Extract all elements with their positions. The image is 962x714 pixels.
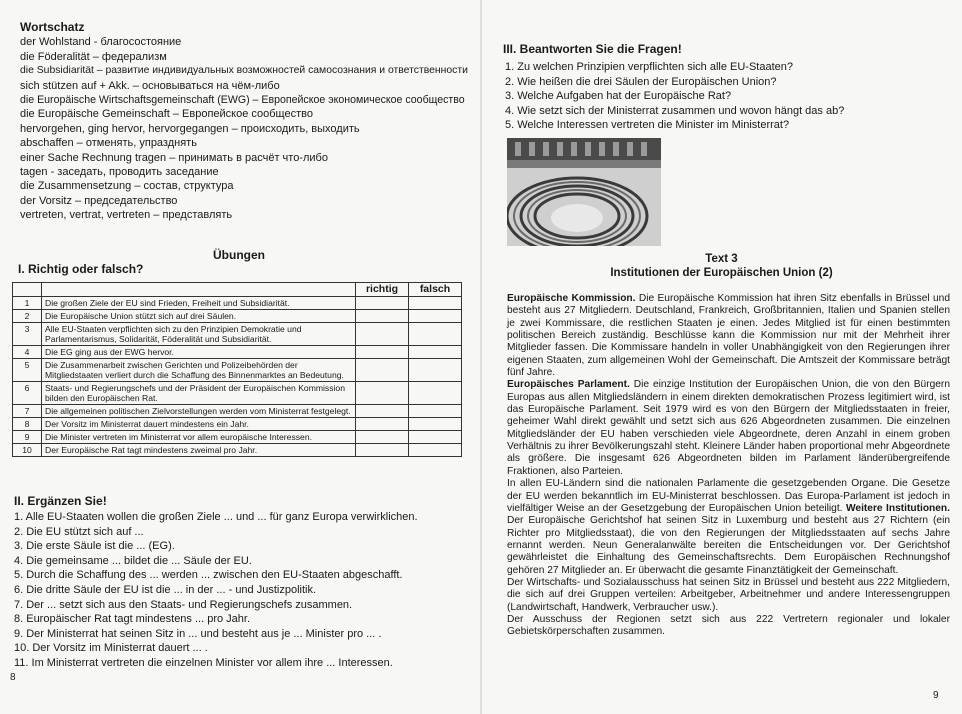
paragraph-heading: Europäische Kommission. — [507, 293, 636, 304]
statement-text: Alle EU-Staaten verpflichten sich zu den Prinzipien Demokratie und Parlamentarismus, Solidarität, Föderalität und Subsidiarität. — [42, 323, 356, 346]
parliament-photo-graphic — [507, 138, 661, 246]
falsch-cell[interactable] — [409, 444, 462, 457]
questions-heading: III. Beantworten Sie die Fragen! — [503, 42, 682, 56]
richtig-cell[interactable] — [356, 297, 409, 310]
richtig-cell[interactable] — [356, 323, 409, 346]
paragraph — [507, 478, 950, 577]
paragraph-text: In allen EU-Ländern sind die nationalen Parlamente die gesetzgebenden Organe. Die Gesetze der EU werden bekanntlich im EU-Ministerrat beschlossen. Das Europa-Parlament ist jedoch in vielfältiger Weise an der Gesetzgebung der Europäischen Union beteiligt. — [507, 478, 950, 514]
list-item: 4. Wie setzt sich der Ministerrat zusammen und wovon hängt das ab? — [505, 104, 845, 117]
table-row — [13, 359, 462, 382]
vocab-entry: vertreten, vertrat, vertreten – представлять — [20, 209, 233, 222]
list-item: 1. Alle EU-Staaten wollen die großen Ziele ... und ... für ganz Europa verwirklichen. — [14, 511, 418, 523]
table-row — [13, 310, 462, 323]
statement-number: 9 — [13, 431, 42, 444]
questions-list — [505, 60, 925, 133]
table-row — [13, 346, 462, 359]
table-row — [13, 431, 462, 444]
table-row — [13, 444, 462, 457]
vocabulary-list — [20, 20, 475, 223]
statement-number: 8 — [13, 418, 42, 431]
richtig-cell[interactable] — [356, 444, 409, 457]
vocab-entry: der Wohlstand - благосостояние — [20, 36, 182, 49]
page-number-left: 8 — [10, 672, 16, 683]
table-row — [13, 382, 462, 405]
text-label: Text 3 — [705, 253, 738, 265]
list-item: 3. Die erste Säule ist die ... (EG). — [14, 540, 175, 553]
richtig-cell[interactable] — [356, 431, 409, 444]
page-number-right: 9 — [933, 690, 939, 701]
paragraph-text: Der Europäische Gerichtshof hat seinen Sitz in Luxemburg und besteht aus 27 Richtern (ein Richter pro Mitgliedsstaat), die von den Regierungen der Mitgliedsstaaten auf sechs Jahre ernannt werden. Neun Generalanwälte bereiten die Entscheidungen vor. Der Gerichtshof gewährleistet die Einhaltung des Gemeinschaftsrechts. Dem Europäischen Rechnungshof gehören 27 Mitglieder an. Er überwacht die gesamte Finanztätigkeit der Gemeinschaft. — [507, 515, 950, 576]
vocab-entry: tagen - заседать, проводить заседание — [20, 166, 219, 179]
vocab-entry: die Subsidiarität – развитие индивидуальных возможностей самосознания и ответственности — [20, 65, 468, 77]
statement-text: Der Vorsitz im Ministerrat dauert mindestens ein Jahr. — [42, 418, 356, 431]
vocab-entry: abschaffen – отменять, упразднять — [20, 137, 197, 150]
vocab-entry: einer Sache Rechnung tragen – принимать в расчёт что-либо — [20, 151, 328, 164]
richtig-cell[interactable] — [356, 405, 409, 418]
fill-in-heading: II. Ergänzen Sie! — [14, 494, 107, 508]
paragraph-text: Die Europäische Kommission hat ihren Sitz ebenfalls in Brüssel und besteht aus 27 Mitgliedern. Deutschland, Frankreich, Großbritannien, Italien und Spanien stellen je zwei Kommissare, die restlichen Staaten je einen. Jedes Mitglied ist für einen bestimmten politischen Bereich zuständig. Beschlüsse kann die Kommission nur mit der Mehrheit ihrer Mitglieder fassen. Die Kommissare handeln in voller Unabhängigkeit von den Regierungen ihrer eigenen Staaten, zum allgemeinen Wohl der Gemeinschaft. Die Amtszeit der Kommissare beträgt fünf Jahre. — [507, 293, 950, 379]
statement-text: Die Europäische Union stützt sich auf drei Säulen. — [42, 310, 356, 323]
statement-text: Die Zusammenarbeit zwischen Gerichten und Polizeibehörden der Mitgliedstaaten verliert durch die Schaffung des Binnenmarktes an Bedeutung. — [42, 359, 356, 382]
statement-text: Die EG ging aus der EWG hervor. — [42, 346, 356, 359]
list-item: 1. Zu welchen Prinzipien verpflichten sich alle EU-Staaten? — [505, 61, 793, 73]
vocab-entry: die Europäische Wirtschaftsgemeinschaft (EWG) – Европейское экономическое сообщество — [20, 94, 465, 107]
statement-number: 4 — [13, 346, 42, 359]
falsch-cell[interactable] — [409, 323, 462, 346]
paragraph-text: Der Wirtschafts- und Sozialausschuss hat seinen Sitz in Brüssel und besteht aus 222 Mitgliedern, die sich auf drei Gruppen verteilen: Arbeitgeber, Arbeitnehmer und andere Interessengruppen (Landwirtschaft, Handwerk, Verbraucher usw.). — [507, 576, 950, 613]
falsch-cell[interactable] — [409, 382, 462, 405]
list-item: 6. Die dritte Säule der EU ist die ... in der ... - und Justizpolitik. — [14, 583, 317, 596]
list-item: 11. Im Ministerrat vertreten die einzelnen Minister vor allem ihre ... Interessen. — [14, 656, 393, 669]
list-item: 4. Die gemeinsame ... bildet die ... Säule der EU. — [14, 554, 252, 567]
vocabulary-title: Wortschatz — [20, 20, 85, 34]
statement-text: Die großen Ziele der EU sind Frieden, Freiheit und Subsidiarität. — [42, 297, 356, 310]
statement-number: 3 — [13, 323, 42, 346]
statement-number: 5 — [13, 359, 42, 382]
list-item: 3. Welche Aufgaben hat der Europäische Rat? — [505, 90, 732, 103]
paragraph-heading: Europäisches Parlament. — [507, 379, 630, 391]
falsch-cell[interactable] — [409, 418, 462, 431]
richtig-cell[interactable] — [356, 382, 409, 405]
paragraph — [507, 577, 950, 614]
falsch-cell[interactable] — [409, 346, 462, 359]
vocab-entry: der Vorsitz – председательство — [20, 194, 178, 207]
paragraph-text: Der Ausschuss der Regionen setzt sich aus 222 Vertretern regionaler und lokaler Gebietskörperschaften zusammen. — [507, 613, 950, 638]
text-title: Institutionen der Europäischen Union (2) — [610, 267, 833, 279]
table-header-richtig: richtig — [356, 283, 409, 297]
table-header-statement — [42, 283, 356, 297]
falsch-cell[interactable] — [409, 310, 462, 323]
falsch-cell[interactable] — [409, 297, 462, 310]
table-header-row — [13, 283, 462, 297]
statement-number: 6 — [13, 382, 42, 405]
table-row — [13, 297, 462, 310]
text-heading — [481, 252, 962, 280]
richtig-cell[interactable] — [356, 310, 409, 323]
list-item: 2. Wie heißen die drei Säulen der Europäischen Union? — [505, 75, 777, 88]
parliament-photo — [507, 138, 661, 246]
falsch-cell[interactable] — [409, 359, 462, 382]
vocab-entry: die Zusammensetzung – состав, структура — [20, 180, 234, 193]
statement-text: Staats- und Regierungschefs und der Präsident der Europäischen Kommission bilden den Europäischen Rat. — [42, 382, 356, 405]
vocab-entry: sich stützen auf + Akk. – основываться на чём-либо — [20, 79, 280, 92]
richtig-cell[interactable] — [356, 346, 409, 359]
statement-number: 10 — [13, 444, 42, 457]
table-header-falsch: falsch — [409, 283, 462, 297]
statement-text: Die Minister vertreten im Ministerrat vor allem europäische Interessen. — [42, 431, 356, 444]
statement-text: Der Europäische Rat tagt mindestens zweimal pro Jahr. — [42, 444, 356, 457]
true-false-heading: I. Richtig oder falsch? — [18, 262, 144, 276]
richtig-cell[interactable] — [356, 418, 409, 431]
vocab-entry: die Föderalität – федерализм — [20, 50, 167, 63]
statement-text: Die allgemeinen politischen Zielvorstellungen werden vom Ministerrat festgelegt. — [42, 405, 356, 418]
paragraph — [507, 379, 950, 478]
list-item: 2. Die EU stützt sich auf ... — [14, 525, 144, 538]
vocab-entry: hervorgehen, ging hervor, hervorgegangen – происходить, выходить — [20, 122, 360, 135]
fill-in-list — [14, 510, 474, 671]
paragraph — [507, 614, 950, 639]
richtig-cell[interactable] — [356, 359, 409, 382]
paragraph-heading: Weitere Institutionen. — [845, 502, 950, 514]
list-item: 10. Der Vorsitz im Ministerrat dauert ... . — [14, 642, 208, 655]
falsch-cell[interactable] — [409, 405, 462, 418]
list-item: 5. Welche Interessen vertreten die Minister im Ministerrat? — [505, 119, 790, 132]
true-false-table — [12, 282, 462, 457]
table-row — [13, 323, 462, 346]
falsch-cell[interactable] — [409, 431, 462, 444]
table-row — [13, 418, 462, 431]
exercises-heading: Übungen — [213, 248, 265, 262]
paragraph — [507, 293, 950, 379]
list-item: 7. Der ... setzt sich aus den Staats- und Regierungschefs zusammen. — [14, 598, 353, 611]
table-header-num — [13, 283, 42, 297]
paragraph-text: Die einzige Institution der Europäischen Union, die von den Bürgern Europas aus allen Mitgliedsländern in einem direkten demokratischen Prozess legitimiert wird, ist das Europäische Parlament. Seit 1979 wird es von den Bürgern der Mitgliedsstaaten in freier, geheimer Wahl direkt gewählt und setzt sich aus 626 Abgeordneten zusammen. Die einzelnen Mitgliedsländer der EU haben verschieden viele Abgeordnete, deren Anzahl in einem groben Verhältnis zu ihrer Bevölkerungszahl steht. Kleinere Länder haben proportional mehr Abgeordnete als größere. Die insgesamt 626 Abgeordneten bilden im Parlament länderübergreifende Fraktionen, also Parteien. — [507, 379, 950, 477]
statement-number: 7 — [13, 405, 42, 418]
list-item: 5. Durch die Schaffung des ... werden ... zwischen den EU-Staaten abgeschafft. — [14, 569, 403, 582]
statement-number: 1 — [13, 297, 42, 310]
right-page — [481, 0, 962, 714]
vocab-entry: die Europäische Gemeinschaft – Европейское сообщество — [20, 108, 313, 121]
article-body — [507, 293, 950, 639]
table-row — [13, 405, 462, 418]
statement-number: 2 — [13, 310, 42, 323]
list-item: 8. Europäischer Rat tagt mindestens ... pro Jahr. — [14, 613, 251, 626]
list-item: 9. Der Ministerrat hat seinen Sitz in ... und besteht aus je ... Minister pro ... . — [14, 627, 382, 640]
